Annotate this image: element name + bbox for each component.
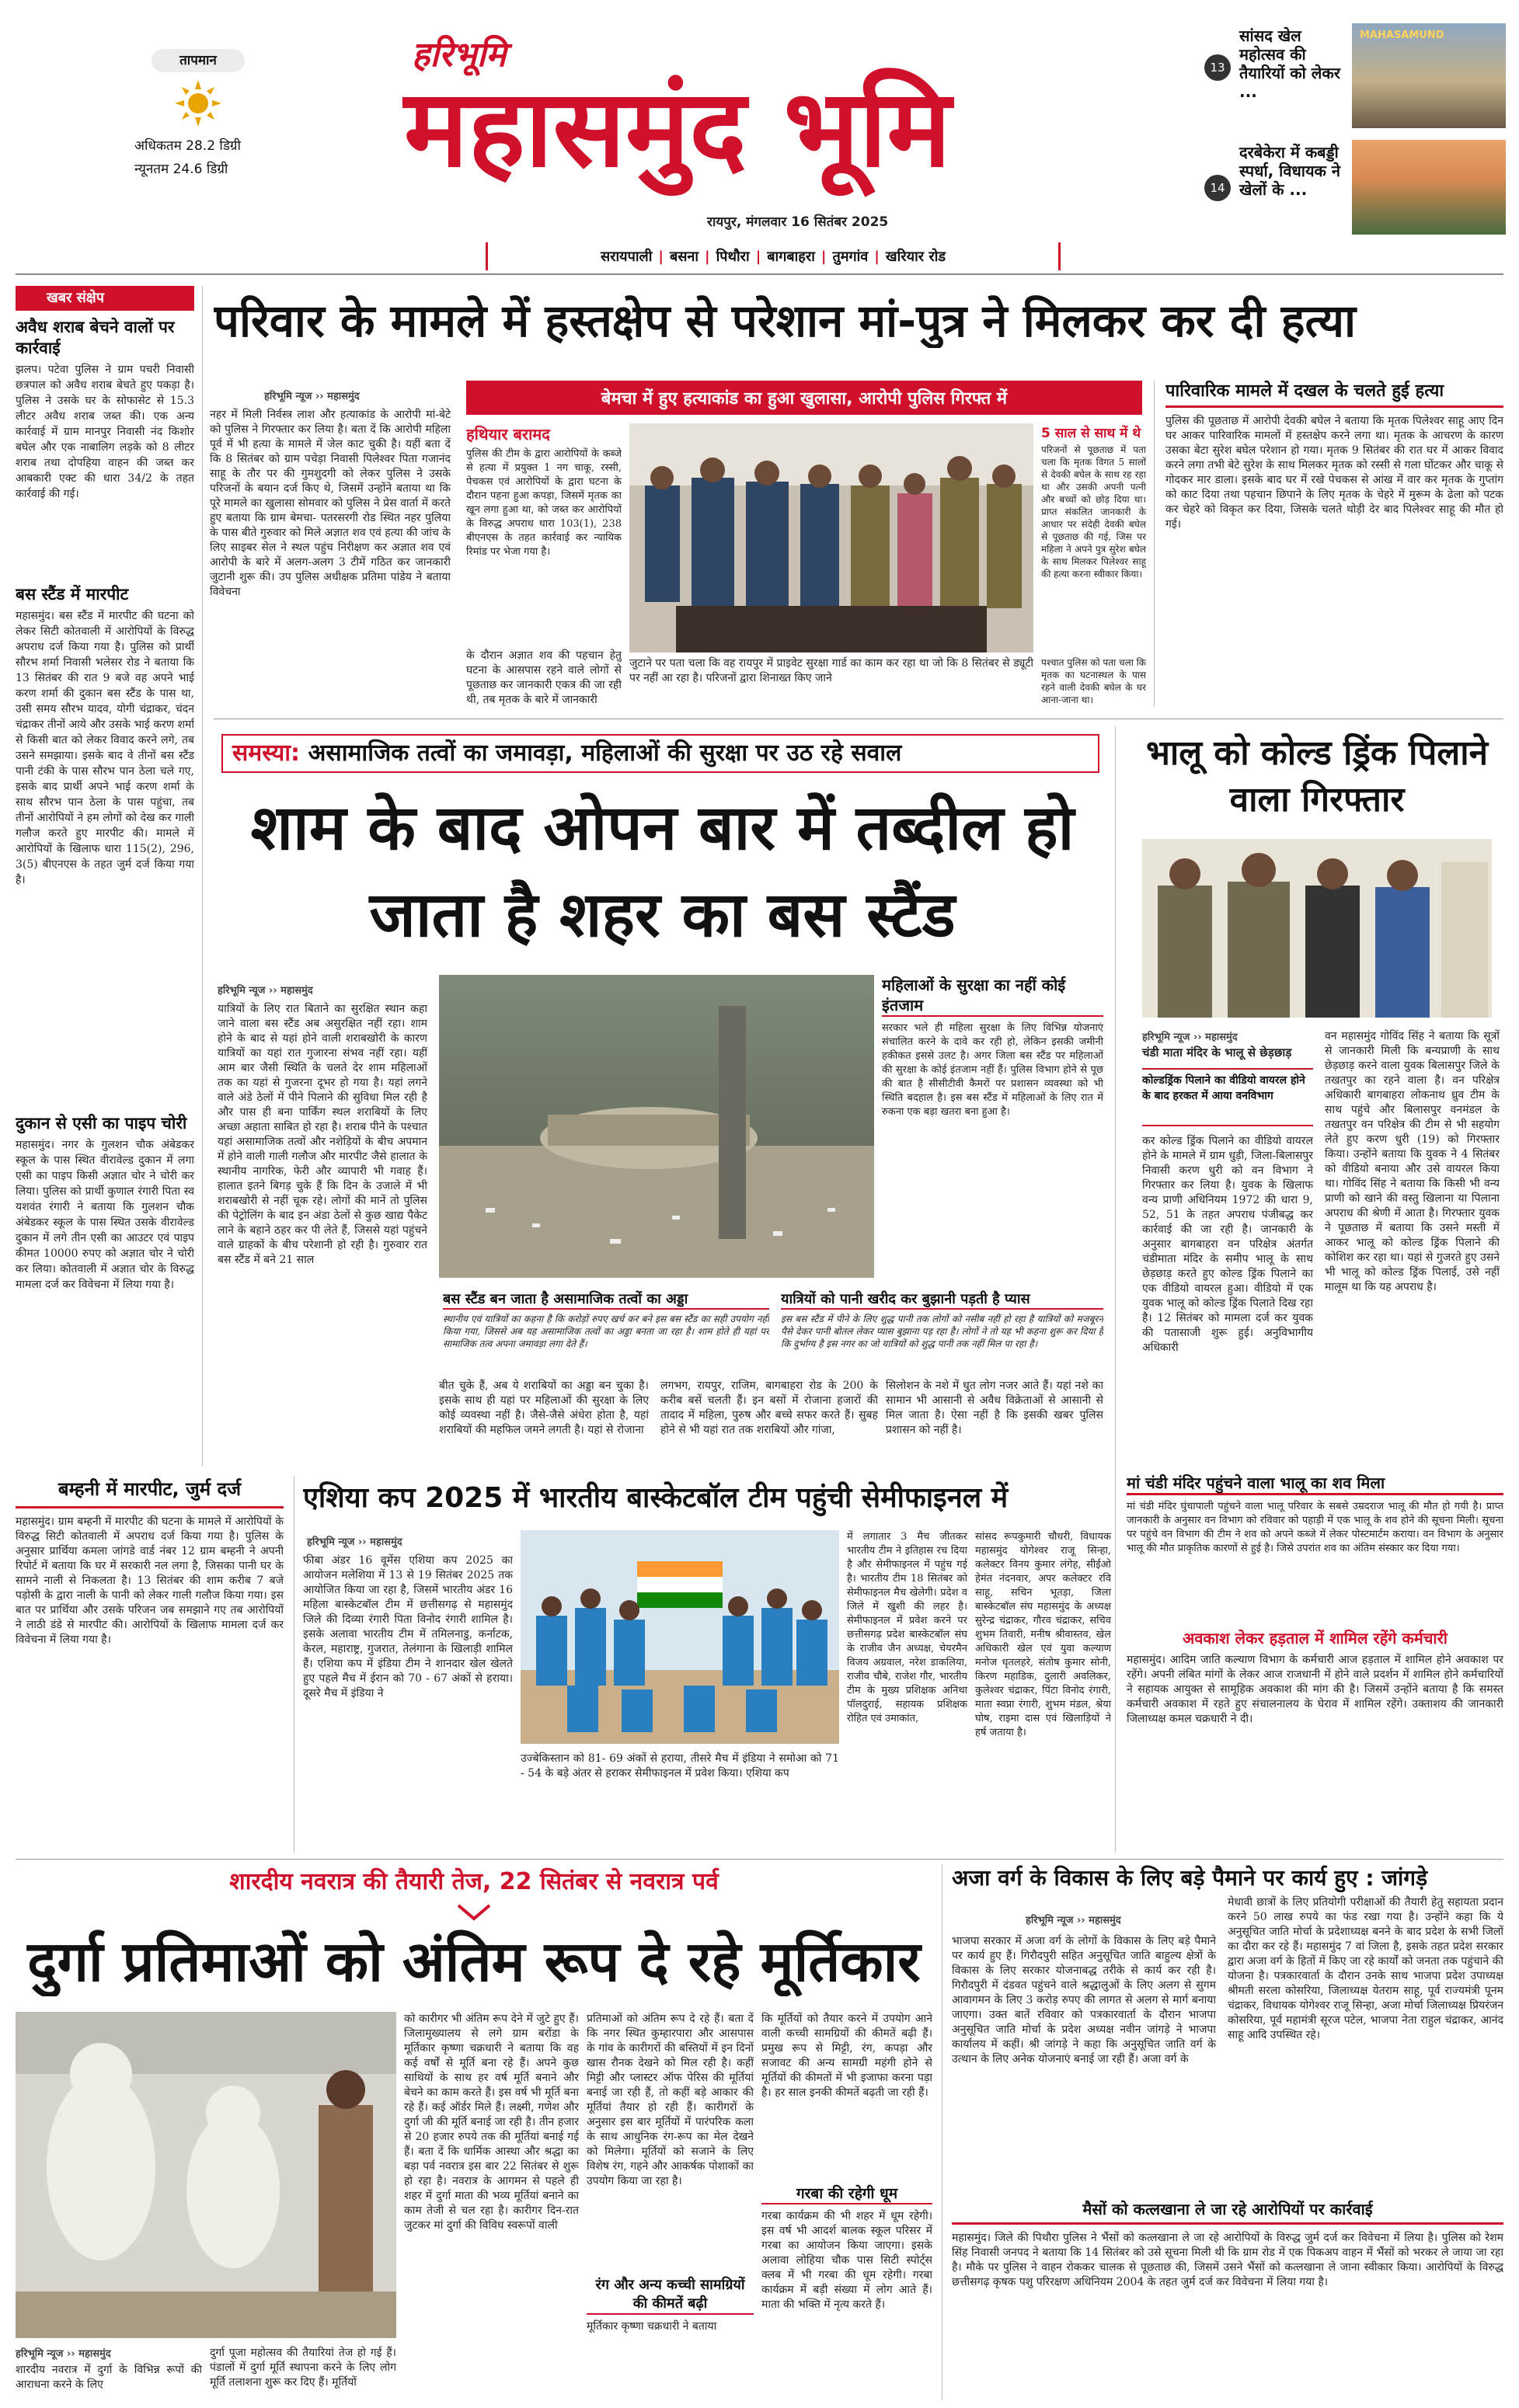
bus-photo bbox=[439, 975, 874, 1278]
bammni-text: महासमुंद। ग्राम बम्हनी में मारपीट की घटना के मामले में आरोपियों के विरुद्ध सिटी कोतवाली में अपराध दर्ज किया गया है। पुलिस के अनुसार प्रार्थिया कमला जांगडे वार्ड नंबर 12 ग्राम बम्हनी ने अपनी रिपोर्ट में बताया कि घर में सरकारी नल लगा है, जिसका पानी घर के सामने नाली से निकलता है। 13 सितंबर की शाम करीब 7 बजे पड़ोसी के द्वारा नाली के पानी को लेकर गाली गलौज किया गया। इस बात पर प्रार्थिया और उसके परिजन जब समझाने गए तब आरोपियों ने लाठी डंडे से मारपीट की। आरोपियों के खिलाफ मामला दर्ज कर विवेचना में लिया गया है। bbox=[16, 1515, 284, 1646]
lead-col1: नहर में मिली निर्वस्त्र लाश और हत्याकांड के आरोपी मां-बेटे को पुलिस ने गिरफ्तार कर लिया है। बता दें कि आरोपी महिला पूर्व में भी हत्या के मामले में जेल काट चुकी है। यहीं बता दें कि 8 सितंबर को ग्राम पचेड़ा निवासी पिलेश्वर पिता गजानंद साहू के तौर पर की गुमशुदगी को लेकर पुलिस ने उसके परिजनों के बयान दर्ज किए थे, जिसमें उन्होंने बताया था कि पूरे मामले का खुलासा सोमवार को पुलिस ने प्रेस वार्ता में करते हुए बताया कि ग्राम बेमचा- पतरसरगी रोड स्थित नहर पुलिया के पास बीते गुरुवार को मिले अज्ञात शव एवं हत्या की जांच के लिए साइबर सेल ने स्थल पहुंच निरीक्षण कर अज्ञात शव एवं आरोपी के बारे में अलग-अलग 3 टीमें गठित कर जानकारी जुटानी शुरू की। उप पुलिस अधीक्षक प्रतिमा पांडेय ने बताया विवेचना bbox=[210, 409, 451, 598]
masthead-rule bbox=[16, 273, 1503, 275]
durga-col3: कि मूर्तियों को तैयार करने में उपयोग आने वाली कच्ची सामग्रियों की कीमतें बढ़ी हैं। प्रमुख रूप से मिट्टी, रंग, कपड़ा और सजावट की अन्य सामग्री महंगी होने से मूर्तियों की कीमतों में भी इजाफा करना पड़ा है। हर साल इनकी कीमतें बढ़ती जा रही हैं। bbox=[761, 2013, 932, 2099]
brief-title: दुकान से एसी का पाइप चोरी bbox=[16, 1114, 187, 1133]
durga-caption-text: शारदीय नवरात्र में दुर्गा के विभिन्न रूपों की आराधना करने के लिए bbox=[16, 2364, 202, 2391]
buffalo-text: महासमुंद। जिले की पिथौरा पुलिस ने भैंसों को कत्लखाना ले जा रहे आरोपियों के विरुद्ध जुर्म दर्ज कर विवेचना में लिया है। पुलिस को रेशम सिंह निवासी जनपद ने बताया कि 14 सितंबर को उसे सूचना मिली थी कि ग्राम रोड में एक पिकअप वाहन में भैंसों को भरकर ले जाया जा रहा है। मौके पर पुलिस ने वाहन रोककर चालक से पूछताछ की, जिसमें उसने भैंसों को कत्लखाना ले जाना स्वीकार किया। आरोपियों के विरुद्ध छत्तीसगढ़ कृषक पशु परिरक्षण अधिनियम 2004 के तहत जुर्म दर्ज कर विवेचना में लिया गया है। bbox=[952, 2232, 1503, 2288]
durga-photo bbox=[16, 2012, 396, 2338]
weather-label: तापमान bbox=[152, 49, 245, 72]
aja-headline: अजा वर्ग के विकास के लिए बड़े पैमाने पर कार्य हुए : जांगड़े bbox=[952, 1865, 1428, 1891]
strike-text: महासमुंद। आदिम जाति कल्याण विभाग के कर्मचारी आज हड़ताल में शामिल होने अवकाश पर रहेंगे। अपनी लंबित मांगों के लेकर आज राजधानी में होने वाले प्रदर्शन में शामिल होने कर्मचारियों ने सहायक आयुक्त से सामूहिक अवकाश की मांग की है। जिसमें उन्होंने बताया है कि समस्त कर्मचारी अवकाश में रहते हुए संचालनालय के घेराव में शामिल रहेंगे। उक्ताशय की जानकारी जिलाध्यक्ष कमल चक्रधारी ने दी। bbox=[1127, 1654, 1503, 1725]
teaser-page-number: 14 bbox=[1204, 175, 1231, 201]
lead-photo bbox=[629, 423, 1033, 652]
banner-text: MAHASAMUND bbox=[1360, 30, 1444, 41]
strike-sub bbox=[1127, 1627, 1503, 1849]
place-2: बसना bbox=[669, 249, 699, 265]
teaser-photo-2 bbox=[1352, 140, 1506, 235]
five-years-text: परिजनों से पूछताछ में पता चला कि मृतक विगत 5 सालों से देवकी बघेल के साथ रह रहा था और उसकी अपनी पत्नी और बच्चों को छोड़ दिया था। प्राप्त संकलित जानकारी के आधार पर संदेही देवकी बघेल से पूछताछ की गई, जिस पर महिला ने अपने पुत्र सुरेश बघेल के साथ मिलकर पिलेश्वर साहू की हत्या करना स्वीकार किया। bbox=[1041, 444, 1146, 579]
lead-col4: पश्चात पुलिस को पता चला कि मृतक का घटनास्थल के पास रहने वाली देवकी बघेल के घर आना-जाना था। bbox=[1041, 657, 1146, 705]
place-3: पिथौरा bbox=[716, 249, 750, 265]
bear-caption: चंडी माता मंदिर के भालू से छेड़छाड़ bbox=[1142, 1046, 1292, 1060]
bus-kicker-label: समस्या: bbox=[232, 739, 301, 767]
buffalo-head: मैसों को कत्लखाना ले जा रहे आरोपियों पर कार्रवाई bbox=[952, 2198, 1503, 2225]
brand-logo: हरिभूमि bbox=[412, 35, 507, 75]
bammni-headline: बम्हनी में मारपीट, जुर्म दर्ज bbox=[16, 1476, 284, 1508]
brief-body: महासमुंद। बस स्टैंड में मारपीट की घटना को लेकर सिटी कोतवाली में आरोपियों के विरुद्ध अपराध दर्ज किया गया है। पुलिस को प्रार्थी सौरभ शर्मा निवासी भलेसर रोड ने बताया कि 13 सितंबर की रात 9 बजे वह अपने भाई करण शर्मा की दुकान बस स्टैंड के पास था, उसी समय सौरभ यादव, योगी चंद्राकर, चंदन चंद्राकर तीनों आये और उसके भाई करण शर्मा से किसी बात को लेकर विवाद करने लगे, तब उसने समझाया। इसके बाद वे तीनों बस स्टैंड पानी टंकी के पास सौरभ पान ठेला चले गए, इसके बाद प्रार्थी अपने भाई करण शर्मा के साथ सौरभ पान ठेला के पास पहुंचा, तब तीनों आरोपियों ने हम लोगों को देख कर गाली गलौज करते हुए मारपीट की। मामले में आरोपियों के खिलाफ धारा 115(2), 296, 3(5) बीएनएस के तहत जुर्म दर्ज किया गया है। bbox=[16, 610, 194, 886]
brief-title: अवैध शराब बेचने वालों पर कार्रवाई bbox=[16, 318, 175, 357]
lead-col3: जुटाने पर पता चला कि वह रायपुर में प्राइवेट सुरक्षा गार्ड का काम कर रहा था जो कि 8 सितंबर से ड्यूटी पर नहीं आ रहा है। परिजनों द्वारा शिनाख्त किए जाने bbox=[629, 657, 1033, 684]
place-4: बागबाहरा bbox=[767, 249, 815, 265]
lead-col2: के दौरान अज्ञात शव की पहचान हेतु घटना के आसपास रहने वाले लोगों से पूछताछ कर जानकारी एकत्र की जा रही थी, तब मृतक के बारे में जानकारी bbox=[466, 649, 622, 706]
edition-places: सरायपाली | बसना | पिथौरा | बागबाहरा | तुमगांव | खरियार रोड bbox=[486, 242, 1061, 270]
lead-banner: बेमचा में हुए हत्याकांड का हुआ खुलासा, आरोपी पुलिस गिरफ्त में bbox=[466, 381, 1142, 415]
caption-head: बस स्टैंड बन जाता है असामाजिक तत्वों का अड्डा bbox=[443, 1289, 769, 1310]
teaser-2[interactable] bbox=[1197, 140, 1507, 241]
durga-col2: प्रतिमाओं को अंतिम रूप दे रहे हैं। बता दें कि नगर स्थित कुम्हारपारा और आसपास के गांव के कारीगरों की बस्तियों में इन दिनों खास रौनक देखने को मिल रही है। कहीं मिट्टी और प्लास्टर ऑफ पेरिस की मूर्तियां बनाई जा रही हैं, तो कहीं बड़े आकार की मूर्तियां तैयार हो रही हैं। कारीगरों के अनुसार इस बार मूर्तियों में पारंपरिक कला के साथ आधुनिक रंग-रूप का मेल देखने को मिलेगा। मूर्तियों को सजाने के लिए विशेष रंग, गहने और आकर्षक पोशाकों का उपयोग किया जा रहा है। bbox=[587, 2013, 754, 2187]
teaser-text: दरबेकेरा में कबड्डी स्पर्धा, विधायक ने खेलों के ... bbox=[1239, 143, 1340, 199]
bear-photo bbox=[1142, 839, 1492, 1018]
bear-col1: वन महासमुंद गोविंद सिंह ने बताया कि सूत्रों से जानकारी मिली कि बन्यप्राणी के साथ छेड़छाड़ करने वाला युवक बिलासपुर जिले के तखतपुर का रहने वाला है। वन परिक्षेत्र अधिकारी बागबाहरा लोकनाथ ध्रुव टीम के साथ पहुंचे और बिलासपुर वनमंडल के तखतपुर वन परिक्षेत्र की टीम से भी सहयोग लेते हुए करण धुरी (19) को गिरफ्तार किया। उन्होंने बताया कि युवक ने 4 सितंबर को वीडियो बनाया और उसे वायरल किया था। गोविंद सिंह ने बताया कि किसी भी वन्य प्राणी को खाने की वस्तु खिलाना या पिलाना अपराध की श्रेणी में आता है। गिरफ्तार युवक ने पूछताछ में बताया कि उसने मस्ती में आकर भालू को कोल्ड ड्रिंक पिलाने की कोशिश कर रहा था। यहां से गुजरते हुए उसने भी भालू को कोल्ड ड्रिंक पिलाई, उसे नहीं मालूम था कि यह अपराध है। bbox=[1325, 1030, 1500, 1293]
basketball-col2: उज्बेकिस्तान को 81- 69 अंकों से हराया, तीसरे मैच में इंडिया ने समोआ को 71 - 54 के बड़े अंतर से हराकर सेमीफाइनल में प्रवेश किया। एशिया कप bbox=[521, 1752, 839, 1780]
police-group-photo bbox=[629, 423, 1033, 652]
durga-headline: दुर्गा प्रतिमाओं को अंतिम रूप दे रहे मूर्तिकार bbox=[27, 1929, 921, 1994]
durga-col0: दुर्गा पूजा महोत्सव की तैयारियां तेज हो गई हैं। पंडालों में दुर्गा मूर्ति स्थापना करने के लिए लोग मूर्ति तलाशना शुरू कर दिए हैं। मूर्तियों bbox=[210, 2347, 396, 2389]
idol-photo bbox=[16, 2012, 396, 2338]
family-head: पारिवारिक मामले में दखल के चलते हुई हत्या bbox=[1165, 381, 1503, 408]
five-years-head: 5 साल से साथ में थे bbox=[1041, 426, 1141, 441]
bus-stand-photo bbox=[439, 975, 874, 1278]
women-safety-head: महिलाओं के सुरक्षा का नहीं कोई इंतजाम bbox=[882, 975, 1103, 1017]
place-6: खरियार रोड bbox=[885, 249, 946, 265]
teaser-page-number: 13 bbox=[1204, 54, 1231, 81]
column-rule bbox=[1115, 726, 1116, 1853]
durga-col1: को कारीगर भी अंतिम रूप देने में जुटे हुए हैं। जिलामुख्यालय से लगे ग्राम बरोंडा के मूर्तिकार कृष्णा चक्रधारी ने बताया कि वह कई वर्षों से मूर्ति बना रहे हैं। अपने कुछ साथियों के साथ हर वर्ष मूर्ति बनाने और बेचने का काम करते हैं। इस वर्ष भी मूर्ति बना रहे हैं। कई ऑर्डर मिले हैं। लक्ष्मी, गणेश और दुर्गा जी की मूर्ति बनाई जा रही है। तीन हजार से 20 हजार रुपये तक की मूर्तियां बनाई गई हैं। बता दें कि धार्मिक आस्था और श्रद्धा का बड़ा पर्व नवरात्र इस बार 22 सितंबर से शुरू हो रहा है। नवरात्र के आगमन से पहले ही शहर में दुर्गा माता की भव्य मूर्तियां बनाने का काम तेजी से चल रहा है। कारीगर दिन-रात जुटकर मां दुर्गा की विविध स्वरूपों वाली bbox=[404, 2013, 579, 2232]
max-temp: अधिकतम 28.2 डिग्री bbox=[134, 138, 241, 154]
bear-headline: भालू को कोल्ड ड्रिंक पिलाने वाला गिरफ्तार bbox=[1145, 733, 1489, 819]
bus-col3: लगभग, रायपुर, राजिम, बागबाहरा रोड के 200 के करीब बसें चलती हैं। इन बसों में रोजाना हजारों की तादाद में महिला, पुरुष और बच्चे सफर करते हैं। सुबह होने से भी यहां रात तक शराबियों और गांजा, bbox=[660, 1380, 878, 1436]
caption-head: यात्रियों को पानी खरीद कर बुझानी पड़ती है प्यास bbox=[781, 1289, 1103, 1310]
section-rule bbox=[16, 1859, 1503, 1860]
basketball-col1: फीबा अंडर 16 वूमेंस एशिया कप 2025 का आयोजन मलेशिया में 13 से 19 सितंबर 2025 तक आयोजित किया जा रहा है, जिसमें भारतीय अंडर 16 महिला बास्केटबॉल टीम में छत्तीसगढ़ से महासमुंद जिले की दिव्या रंगारी पिता विनोद रंगारी शामिल है। इसके अलावा भारतीय टीम में तमिलनाडु, कर्नाटक, केरल, महाराष्ट्र, गुजरात, तेलंगाना के खिलाड़ी शामिल हैं। एशिया कप में इंडिया टीम ने शानदार खेल खेलते हुए पहले मैच में ईरान को 70 - 67 अंकों से हराया। दूसरे मैच में इंडिया ने bbox=[303, 1554, 513, 1700]
place-5: तुमगांव bbox=[832, 249, 869, 265]
garba-head: गरबा की रहेगी धूम bbox=[761, 2183, 932, 2204]
basketball-photo bbox=[521, 1530, 839, 1744]
brief-title: बस स्टैंड में मारपीट bbox=[16, 585, 129, 604]
buffalo-sub bbox=[952, 2198, 1503, 2404]
bus-kicker-text: असामाजिक तत्वों का जमावड़ा, महिलाओं की सुरक्षा पर उठ रहे सवाल bbox=[308, 739, 902, 767]
paper-title: महासमुंद भूमि bbox=[404, 66, 951, 191]
kicker-arrow-icon bbox=[455, 1902, 493, 1925]
basketball-byline: हरिभूमि न्यूज ›› महासमुंद bbox=[307, 1536, 402, 1548]
briefs-column bbox=[16, 286, 194, 1467]
sun-icon bbox=[175, 80, 221, 127]
basketball-headline: एशिया कप 2025 में भारतीय बास्केटबॉल टीम पहुंची सेमीफाइनल में bbox=[303, 1482, 1009, 1514]
masthead bbox=[342, 30, 1181, 263]
brief-body: महासमुंद। नगर के गुलशन चौक अंबेडकर स्कूल के पास स्थित वीरावेल्ड दुकान में लगा एसी का पाइप किसी अज्ञात चोर ने चोरी कर लिया। पुलिस को प्रार्थी कुणाल रंगारी पिता स्व यशवंत रंगारी ने बताया कि गुलशन चौक अंबेडकर स्कूल के पास स्थित उसके वीरावेल्ड दुकान में लगे तीन एसी का आउटर एवं पाइप कीमत 10000 रुपए को अज्ञात चोर ने चोरी कर लिया। कोतवाली में अज्ञात चोर के विरुद्ध मामला दर्ज कर विवेचना में लिया गया है। bbox=[16, 1139, 194, 1291]
dateline: रायपुर, मंगलवार 16 सितंबर 2025 bbox=[707, 214, 889, 230]
bear-highlight bbox=[1142, 1068, 1313, 1126]
garba-text: गरबा कार्यक्रम की भी शहर में धूम रहेगी। इस वर्ष भी आदर्श बालक स्कूल परिसर में गरबा का आयोजन किया जाएगा। इसके अलावा लोहिया चौक पास सिटी स्पोर्ट्स क्लब में भी गरबा की धूम रहेगी। गरबा कार्यक्रम में बड़ी संख्या में लोग आते हैं। माता की भक्ति में नृत्य करते हैं। bbox=[761, 2210, 932, 2311]
column-rule bbox=[202, 286, 203, 1467]
bear-sub-text: मां चंडी मंदिर घुंचापाली पहुंचने वाला भालू परिवार के सबसे उम्रदराज भालू की मौत हो गयी है। प्राप्त जानकारी के अनुसार वन विभाग को रविवार को पहाड़ी में एक भालू के शव होने की सूचना मिली। सूचना पर पहुंचे वन विभाग की टीम ने शव को अपने कब्जे में लेकर पोस्टमार्टम कराया। वन विभाग के अनुसार भालू की मौत प्राकृतिक कारणों से हुई है। जिसे उपरांत शव का अंतिम संस्कार कर दिया गया। bbox=[1127, 1501, 1503, 1554]
min-temp: न्यूनतम 24.6 डिग्री bbox=[134, 162, 228, 177]
caption-text: स्थानीय एवं यात्रियों का कहना है कि करोड़ों रुपए खर्च कर बने इस बस स्टैंड का सही उपयोग नहीं किया गया, जिससे अब यह असामाजिक तत्वों का अड्डा बनता जा रहा है। शाम होते ही यहां पर सामाजिक तत्व अपना जमावड़ा लगा देते हैं। bbox=[443, 1314, 769, 1349]
raw-material-sub bbox=[587, 2276, 754, 2404]
bammni-box bbox=[16, 1476, 284, 1853]
aja-col1: भाजपा सरकार में अजा वर्ग के लोगों के विकास के लिए बड़े पैमाने पर कार्य हुए हैं। गिरौदपुरी सहित अनुसूचित जाति बाहुल्य क्षेत्रों के विकास के लिए सरकार योजनाबद्ध तरीके से कार्य कर रही है। गिरौदपुरी में दंडवत पहुंचने वाले श्रद्धालुओं के लिए अलग से सुगम आवागमन के लिए 3 करोड़ रुपए की लागत से अलग से मार्ग बनाया जाएगा। उक्त बातें रविवार को पत्रकारवार्ता के दौरान भाजपा अनुसूचित जाति मोर्चा के प्रदेश अध्यक्ष नवीन जांगड़े ने भाजपा कार्यालय में कहीं। श्री जांगड़े ने कहा कि अनुसूचित जाति वर्ग के उत्थान के लिए अनेक योजनाएं बनाई जा रही हैं। अजा वर्ग के bbox=[952, 1935, 1216, 2065]
basketball-col3: में लगातार 3 मैच जीतकर भारतीय टीम ने इतिहास रच दिया है और सेमीफाइनल में पहुंच गई है। भारतीय टीम 18 सितंबर को सेमीफाइनल मैच खेलेगी। प्रदेश व जिले में खुशी की लहर है। सेमीफाइनल में प्रवेश करने पर छत्तीसगढ़ प्रदेश बास्केटबॉल संघ के राजीव जैन अध्यक्ष, चेयरमैन विजय अग्रवाल, नरेश डाकलिया, राजीव चौबे, राजेश गौर, भारतीय टीम के मुख्य प्रशिक्षक अनिथा पॉलदुराई, सहायक प्रशिक्षक रोहित एवं उमाकांत, bbox=[847, 1531, 967, 1724]
aja-col2: मेधावी छात्रों के लिए प्रतियोगी परीक्षाओं की तैयारी हेतु सहायता प्रदान करने 50 लाख रुपये का फंड रखा गया है। उन्होंने कहा कि ये अनुसूचित जाति मोर्चा के प्रदेशाध्यक्ष बनने के बाद प्रदेश के सभी जिलों का दौरा कर रहे हैं। महासमुंद 7 वां जिला है, इसके तहत प्रदेश सरकार द्वारा अजा वर्ग के हितों में किए जा रहे कार्यों को जनता तक पहुंचाने की योजना है। पत्रकारवार्ता के दौरान उनके साथ भाजपा प्रदेश उपाध्यक्ष श्रीमती सरला कोसरिया, जिलाध्यक्ष येतराम साहू, पूर्व राज्यमंत्री पूनम चंद्राकर, विधायक योगेश्वर राजू सिन्हा, अजा मोर्चा जिलाध्यक्ष प्रियरंजन कोसरिया, पूर्व महामंत्री सूरज पटेल, भाजपा नेता राहुल चंद्राकर, आनंद साहू आदि उपस्थित रहे। bbox=[1228, 1896, 1503, 2041]
bear-col0: कर कोल्ड ड्रिंक पिलाने का वीडियो वायरल होने के मामले में ग्राम धुड़ी, जिला-बिलासपुर निवासी करण धुरी को वन विभाग ने गिरफ्तार कर लिया है। युवक के खिलाफ वन्य प्राणी अधिनियम 1972 की धारा 9, 52, 51 के तहत अपराध पंजीबद्ध कर कार्रवाई की जा रही है। जानकारी के अनुसार बागबाहरा वन परिक्षेत्र अंतर्गत चंडीमाता मंदिर के समीप भालू के साथ छेड़छाड़ करते हुए कोल्ड ड्रिंक पिलाने का एक वीडियो वायरल हुआ। वीडियो में एक युवक भालू को कोल्ड ड्रिंक पिलाते दिख रहा है। 12 सितंबर को मामला दर्ज कर युवक की पतासाजी शुरू हुई। अनुविभागीय अधिकारी bbox=[1142, 1135, 1313, 1354]
family-text: पुलिस की पूछताछ में आरोपी देवकी बघेल ने बताया कि मृतक पिलेश्वर साहू आए दिन घर आकर पारिवारिक मामलों में हस्तक्षेप करने लगा था। मृतक के आचरण के कारण उसका बेटा सुरेश बघेल परेशान हो गया। मृतक 9 सितंबर की रात घर में आकर विवाद करने लगा तभी बेटे सुरेश के साथ मिलकर मृतक को रस्सी से गला घोंटकर और चाकू से गोदकर मार डाला। इसके बाद घर में रखे पेचकस से आंख में वार कर मृतक के गुप्तांग को काट दिया तथा पहचान छिपाने के लिए मृतक के चेहरे में मुरूम के ढेला को पटक कर चेहरे को विकृत कर दिया, जिसके चलते थोड़ी देर बाद पिलेश्वर साहू की मौत हो गई। bbox=[1165, 415, 1503, 531]
bear-highlight-text: कोल्डड्रिंक पिलाने का वीडियो वायरल होने के बाद हरकत में आया वनविभाग bbox=[1142, 1074, 1305, 1102]
raw-material-head: रंग और अन्य कच्ची सामग्रियों की कीमतें बढ़ी bbox=[587, 2276, 754, 2315]
five-years-box bbox=[1041, 423, 1146, 652]
bus-caption-1 bbox=[443, 1289, 769, 1375]
basketball-col4: सांसद रूपकुमारी चौधरी, विधायक महासमुंद योगेश्वर राजू सिन्हा, कलेक्टर विनय कुमार लंगेह, सीईओ हेमंत नंदनवार, अपर कलेक्टर रवि साहू, सचिन भूतड़ा, जिला बास्केटबॉल संघ महासमुंद के अध्यक्ष सुरेन्द्र चंद्राकर, गौरव चंद्राकर, सचिव शुभम तिवारी, मनीष श्रीवास्तव, खेल अधिकारी खेल एवं युवा कल्याण मनोज धृतलहरे, संतोष कुमार सोनी, किरण महाडिक, दुलारी अवलिकर, कुलेश्वर चंद्राकर, पिंटा विनोद रंगारी, माता स्वप्ना रंगारी, शुभम मंडल, श्रेया घोष, राइमा दास एवं खिलाड़ियों ने हर्ष जताया है। bbox=[975, 1531, 1111, 1738]
forest-officers-photo bbox=[1142, 839, 1492, 1018]
weapons-head: हथियार बरामद bbox=[466, 425, 550, 444]
teaser-text: सांसद खेल महोत्सव की तैयारियों को लेकर ... bbox=[1239, 26, 1340, 101]
family-box bbox=[1165, 381, 1503, 711]
column-rule bbox=[1154, 381, 1155, 707]
durga-byline: हरिभूमि न्यूज ›› महासमुंद bbox=[16, 2348, 111, 2360]
weapons-box bbox=[466, 423, 622, 641]
bear-sub-head: मां चंडी मंदिर पहुंचने वाला भालू का शव मिला bbox=[1127, 1472, 1503, 1495]
bus-col4: सिलोशन के नशे में धुत लोग नजर आते हैं। यहां नशे का सामान भी आसानी से अवैध विक्रेताओं से आसानी से मिल जाता है। ऐसा नहीं है कि इसकी खबर पुलिस प्रशासन को नहीं है। bbox=[886, 1380, 1103, 1436]
weapons-text: पुलिस की टीम के द्वारा आरोपियों के कब्जे से हत्या में प्रयुक्त 1 नग चाकू, रस्सी, पेचकस एवं आरोपियों के द्वारा घटना के दौरान पहना हुआ कपड़ा, जिसमें मृतक का खून लगा हुआ था, को जब्त कर आरोपियों के विरुद्ध अपराध धारा 103(1), 238 बीएनएस के तहत कार्रवाई कर न्यायिक रिमांड पर भेजा गया है। bbox=[466, 448, 622, 558]
aja-byline: हरिभूमि न्यूज ›› महासमुंद bbox=[1026, 1915, 1121, 1926]
raw-material-text: मूर्तिकार कृष्णा चक्रधारी ने बताया bbox=[587, 2320, 717, 2333]
weather-box bbox=[128, 43, 268, 183]
lead-byline: हरिभूमि न्यूज ›› महासमुंद bbox=[264, 391, 360, 402]
durga-kicker: शारदीय नवरात्र की तैयारी तेज, 22 सितंबर से नवरात्र पर्व bbox=[229, 1868, 719, 1895]
strike-head: अवकाश लेकर हड़ताल में शामिल रहेंगे कर्मचारी bbox=[1183, 1629, 1448, 1648]
team-photo bbox=[521, 1530, 839, 1744]
bear-sub bbox=[1127, 1472, 1503, 1620]
bus-col1: यात्रियों के लिए रात बिताने का सुरक्षित स्थान कहा जाने वाला बस स्टैंड अब असुरक्षित नहीं रहा। शाम होने के बाद से यहां होने वाली शराबखोरी के कारण यात्रियों का यहां रात गुजारना संभव नहीं रहा। यहीं आम बार जैसी स्थिति के चलते देर शाम महिलाओं तक का यहां से गुजरना दूभर हो गया है। यहां लगने वाले अंडे ठेलों में पीने पिलाने की सुविधा मिल रही है और पास ही बना पार्किंग स्थल शराबियों के लिए अच्छा अहाता साबित हो रहा है। शराब पीने के पश्चात यहां असामाजिक तत्वों और नशेड़ियों के बीच अपमान में होने वाली गाली गलौज और मारपीट जैसे हालात के स्थानीय नागरिक, फेरी और व्यापारी भी गवाह हैं। हालात इतने बिगड़ चुके हैं कि दिन के उजाले में भी शराबखोरी से नहीं चूक रहे। लोगों की मानें तो पुलिस की पेट्रोलिंग के बाद इन अंडा ठेलों से कुछ खाद्य पैकेट लाने के बहाने ठहर कर पी लेते हैं, जिससे यहां पहुंचने वाले ग्राहकों के बीच परेशानी हो रही है। गुरुवार रात बस स्टैंड में बने 21 साल bbox=[218, 1003, 427, 1266]
briefs-header: खबर संक्षेप bbox=[16, 286, 194, 311]
bus-kicker bbox=[221, 734, 1099, 773]
bear-byline: हरिभूमि न्यूज ›› महासमुंद bbox=[1142, 1032, 1238, 1043]
bus-byline: हरिभूमि न्यूज ›› महासमुंद bbox=[218, 985, 313, 997]
garba-sub bbox=[761, 2183, 932, 2404]
place-1: सरायपाली bbox=[600, 249, 653, 265]
teaser-1[interactable] bbox=[1197, 23, 1507, 132]
women-safety-box bbox=[882, 975, 1103, 1278]
bus-caption-2 bbox=[781, 1289, 1103, 1375]
bus-headline: शाम के बाद ओपन बार में तब्दील हो जाता है शहर का बस स्टैंड bbox=[250, 792, 1075, 951]
caption-text: इस बस स्टैंड में पीने के लिए शुद्ध पानी तक लोगों को नसीब नहीं हो रहा है यात्रियों को मजबूरन पैसे देकर पानी बोतल लेकर प्यास बुझाना पड़ रहा है। लोगों ने तो यह भी कहना शुरू कर दिया है कि दुर्भाग्य है इस नगर का जो यात्रियों को शुद्ध पानी तक नहीं मिल पा रहा है। bbox=[781, 1314, 1103, 1349]
brief-body: झलप। पटेवा पुलिस ने ग्राम पचरी निवासी छत्रपाल को अवैध शराब बेचते हुए पकड़ा है। पुलिस ने उसके घर के सोफासेट से 15.3 लीटर अवैध शराब जब्त की। एक अन्य कार्रवाई में ग्राम मानपुर निवासी नंद किशोर बघेल और एक नाबालिग लड़के को 8 लीटर शराब तथा दोपहिया वाहन की जब्त कर आबकारी एक्ट की धारा 34/2 के तहत कार्रवाई की गई। bbox=[16, 364, 194, 500]
women-safety-text: सरकार भले ही महिला सुरक्षा के लिए विभिन्न योजनाएं संचालित करने के दावे कर रही हो, लेकिन इसकी जमीनी हकीकत इससे उलट है। अगर जिला बस स्टैंड पर महिलाओं की सुरक्षा के कोई इंतजाम नहीं हैं। पुलिस विभाग होने से पूछ की बात है सीसीटीवी कैमरों पर प्रशासन व्यवस्था को भी स्थिति बदहाल है। इस बस स्टैंड में महिलाओं के लिए रात में रुकना एक बड़ा खतरा बना हुआ है। bbox=[882, 1022, 1103, 1118]
teaser-photo-1 bbox=[1352, 23, 1506, 128]
lead-headline: परिवार के मामले में हस्तक्षेप से परेशान मां-पुत्र ने मिलकर कर दी हत्या bbox=[214, 294, 1356, 347]
bus-col2: बीत चुके हैं, अब ये शराबियों का अड्डा बन चुका है। इसके साथ ही यहां पर महिलाओं की सुरक्षा के लिए कोई व्यवस्था नहीं है। जैसे-जैसे अंधेरा होता है, यहां शराबियों की महफिल जमने लगती है। यहां से रोजाना bbox=[439, 1380, 649, 1436]
